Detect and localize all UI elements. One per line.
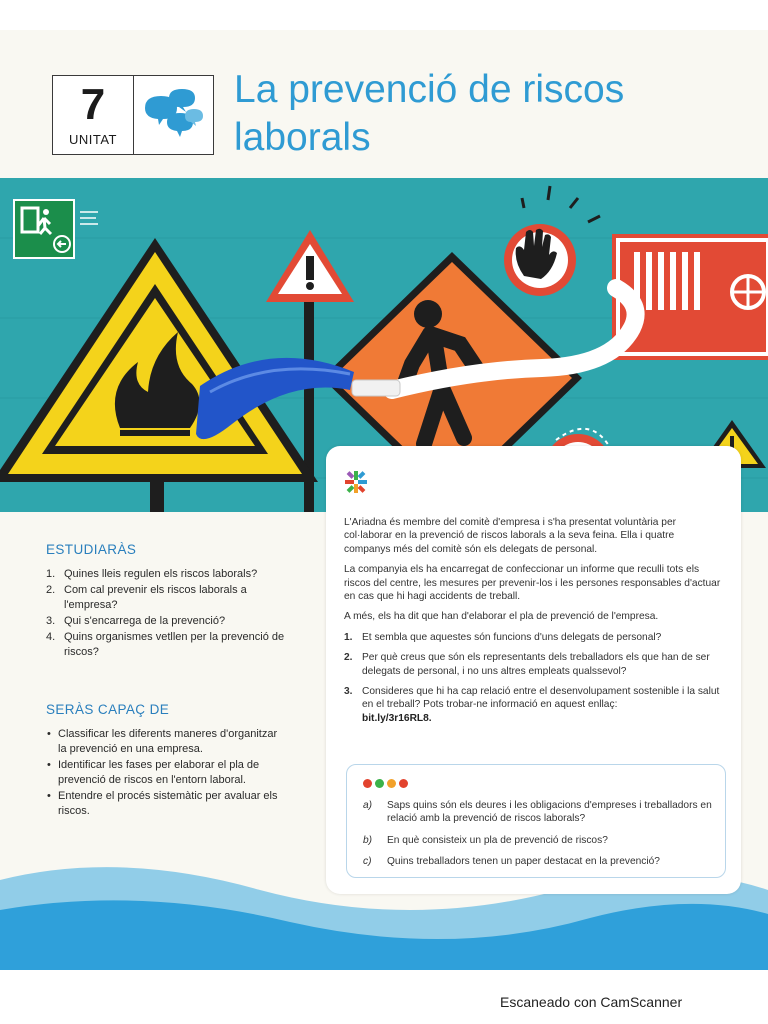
textbook-page [0, 30, 768, 970]
activity-letter: a) [363, 800, 373, 811]
dot-icon [375, 779, 384, 788]
question-item [344, 685, 722, 725]
speech-bubbles-icon [137, 86, 209, 144]
capable-list [46, 727, 286, 819]
list-item: • Entendre el procés sistemàtic per avaluar els riscos. [46, 789, 286, 819]
activity-item [363, 834, 713, 847]
paragraph: La companyia els ha encarregat de confeccionar un informe que reculli tots els riscos del centre, les mesures per prevenir-los i les persones responsables d'actuar en cas que hi hagi accidents de treball. [344, 564, 721, 603]
list-item [46, 630, 286, 660]
activity-text: En què consisteix un pla de prevenció de riscos? [387, 834, 608, 846]
question-text: Per què creus que són els representants dels treballadors els que han de ser delegats de personal, i no uns altres empleats qualssevol? [362, 652, 710, 677]
item-number: 1. [46, 568, 56, 580]
page-title-line-1: La prevenció de riscos [234, 68, 625, 111]
question-item [344, 631, 722, 644]
activity-list [363, 799, 713, 877]
card-text [344, 516, 722, 732]
question-number: 1. [344, 631, 353, 643]
activity-letter: c) [363, 856, 372, 868]
question-item [344, 651, 722, 678]
item-text: Quines lleis regulen els riscos laborals? [64, 568, 258, 580]
activity-item [363, 855, 713, 868]
unit-label: UNITAT [68, 132, 117, 147]
list-item [46, 583, 286, 613]
activity-letter: b) [363, 834, 373, 846]
colored-dots [363, 775, 411, 793]
item-text: Quins organismes vetllen per la prevenció de riscos? [64, 631, 285, 658]
study-heading: ESTUDIARÀS [46, 542, 137, 557]
activity-text: Saps quins són els deures i les obligacions d'empreses i treballadors en relació amb la prevenció de riscos laborals? [387, 800, 712, 825]
item-text: Qui s'encarrega de la prevenció? [64, 615, 226, 627]
dot-icon [387, 779, 396, 788]
item-number: 3. [46, 615, 56, 627]
paragraph: A més, els ha dit que han d'elaborar el pla de prevenció de l'empresa. [344, 611, 659, 623]
item-number: 4. [46, 631, 56, 643]
capable-heading: SERÀS CAPAÇ DE [46, 702, 170, 717]
page-title [234, 66, 714, 162]
question-list [344, 631, 722, 725]
unit-number-cell [53, 76, 134, 154]
case-study-card [326, 446, 741, 894]
question-number: 3. [344, 686, 353, 698]
list-item [46, 567, 286, 582]
list-item: • Classificar les diferents maneres d'organitzar la prevenció en una empresa. [46, 727, 286, 757]
scanner-watermark: Escaneado con CamScanner [500, 994, 683, 1010]
study-list [46, 567, 286, 660]
list-item: • Identificar les fases per elaborar el pla de prevenció de riscos en l'entorn laboral. [46, 758, 286, 788]
objectives-column [46, 542, 286, 820]
paragraph: L'Ariadna és membre del comitè d'empresa i s'ha presentat voluntària per col·laborar en la prevenció de riscos laborals a la seva feina. Ella i quatre companys més del comitè són els delegats de personal. [344, 517, 677, 555]
question-text: Et sembla que aquestes són funcions d'uns delegats de personal? [362, 631, 662, 643]
dot-icon [399, 779, 408, 788]
activity-text: Quins treballadors tenen un paper destacat en la prevenció? [387, 856, 660, 868]
asterisk-icon [344, 470, 368, 494]
activities-box [346, 764, 726, 878]
page-title-line-2: laborals [234, 116, 371, 159]
unit-badge [52, 75, 214, 155]
unit-number: 7 [80, 80, 106, 129]
question-text: Consideres que hi ha cap relació entre el desenvolupament sostenible i la salut en el treball? Pots trobar-ne informació en aquest enllaç: [362, 686, 720, 711]
list-item [46, 614, 286, 629]
dot-icon [363, 779, 372, 788]
activity-item [363, 799, 713, 826]
item-text: Com cal prevenir els riscos laborals a l'empresa? [64, 584, 247, 611]
item-number: 2. [46, 584, 56, 596]
resource-link[interactable]: bit.ly/3r16RL8. [362, 712, 432, 724]
question-number: 2. [344, 652, 353, 664]
